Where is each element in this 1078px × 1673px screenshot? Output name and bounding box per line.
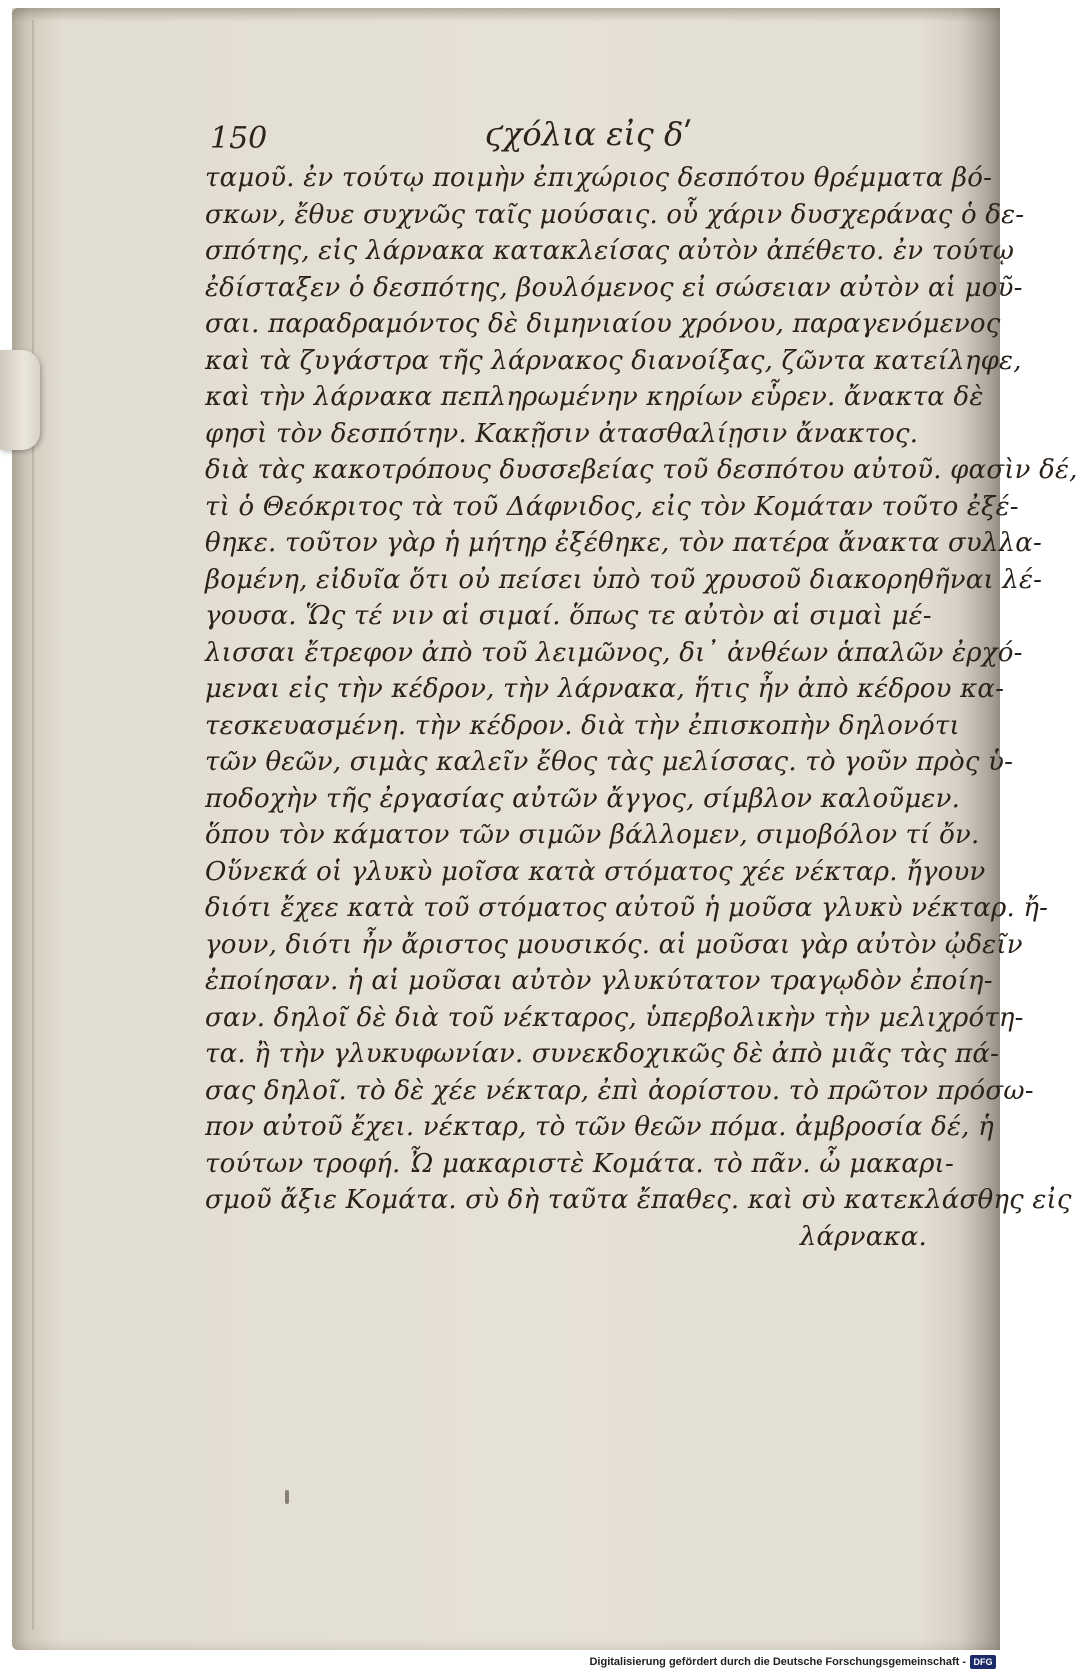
page-number: 150 (210, 121, 268, 156)
text-line: μεναι εἰς τὴν κέδρον, τὴν λάρνακα, ἥτις ἦν ἀπὸ κέδρου κα- (205, 674, 1005, 704)
text-line: φησὶ τὸν δεσπότην. Κακῇσιν ἀτασθαλίῃσιν ἄνακτος. (205, 418, 919, 449)
text-line: διότι ἔχεε κατὰ τοῦ στόματος αὐτοῦ ἡ μοῦσα γλυκὺ νέκταρ. ἤ- (205, 893, 1049, 923)
text-line: σμοῦ ἄξιε Κομάτα. σὺ δὴ ταῦτα ἔπαθες. καὶ σὺ κατεκλάσθης εἰς (205, 1185, 1072, 1215)
book-clasp (0, 350, 40, 450)
text-line: τούτων τροφή. Ὦ μακαριστὲ Κομάτα. τὸ πᾶν. ὦ μακαρι- (205, 1148, 954, 1179)
text-line: λισσαι ἔτρεφον ἀπὸ τοῦ λειμῶνος, δι᾽ ἀνθέων ἁπαλῶν ἐρχό- (205, 637, 1023, 668)
text-line: διὰ τὰς κακοτρόπους δυσσεβείας τοῦ δεσπότου αὐτοῦ. φασὶν δέ, (205, 455, 1078, 485)
text-line: ὅπου τὸν κάματον τῶν σιμῶν βάλλομεν, σιμοβόλον τί ὄν. (205, 820, 980, 850)
funding-credit: Digitalisierung gefördert durch die Deutsche Forschungsgemeinschaft - (589, 1656, 966, 1668)
text-line: πον αὐτοῦ ἔχει. νέκταρ, τὸ τῶν θεῶν πόμα. ἀμβροσία δέ, ἡ (205, 1112, 994, 1142)
text-line: γουσα. Ὥς τέ νιν αἱ σιμαί. ὅπως τε αὐτὸν αἱ σιμαὶ μέ- (205, 601, 932, 631)
page-top-shadow (12, 8, 1000, 22)
text-line: τὶ ὁ Θεόκριτος τὰ τοῦ Δάφνιδος, εἰς τὸν Κομάταν τοῦτο ἐξέ- (205, 491, 1019, 522)
digitization-footer (0, 1652, 1000, 1673)
dfg-logo-icon: DFG (970, 1655, 996, 1669)
text-line: καὶ τὴν λάρνακα πεπληρωμένην κηρίων εὗρεν. ἄνακτα δὲ (205, 382, 984, 412)
text-line: βομένη, εἰδυῖα ὅτι οὐ πείσει ὑπὸ τοῦ χρυσοῦ διακορηθῆναι λέ- (205, 564, 1043, 595)
text-line: ταμοῦ. ἐν τούτῳ ποιμὴν ἐπιχώριος δεσπότου θρέμματα βό- (205, 163, 993, 193)
text-line: τα. ἢ τὴν γλυκυφωνίαν. συνεκδοχικῶς δὲ ἀπὸ μιᾶς τὰς πά- (205, 1039, 1000, 1069)
text-line: τῶν θεῶν, σιμὰς καλεῖν ἔθος τὰς μελίσσας. τὸ γοῦν πρὸς ὑ- (205, 747, 1014, 777)
body-text (205, 160, 1078, 1255)
text-line: σπότης, εἰς λάρνακα κατακλείσας αὐτὸν ἀπέθετο. ἐν τούτῳ (205, 236, 1015, 266)
page-header (210, 115, 910, 165)
text-line: σαν. δηλοῖ δὲ διὰ τοῦ νέκταρος, ὑπερβολικὴν τὴν μελιχρότη- (205, 1002, 1024, 1033)
text-line: σκων, ἔθυε συχνῶς ταῖς μούσαις. οὗ χάριν δυσχεράνας ὁ δε- (205, 199, 1025, 230)
text-line: σαι. παραδραμόντος δὲ διμηνιαίου χρόνου, παραγενόμενος (205, 309, 1001, 339)
running-head: ϛχόλια εἰς δʹ (485, 115, 693, 153)
text-line: ἐποίησαν. ἡ αἱ μοῦσαι αὐτὸν γλυκύτατον τραγῳδὸν ἐποίη- (205, 966, 993, 996)
text-line: Οὕνεκά οἱ γλυκὺ μοῖσα κατὰ στόματος χέε νέκταρ. ἤγουν (205, 856, 986, 887)
text-line: λάρνακα. (799, 1221, 927, 1252)
text-line: σας δηλοῖ. τὸ δὲ χέε νέκταρ, ἐπὶ ἀορίστου. τὸ πρῶτον πρόσω- (205, 1075, 1034, 1106)
text-line: θηκε. τοῦτον γὰρ ἡ μήτηρ ἐξέθηκε, τὸν πατέρα ἄνακτα συλλα- (205, 528, 1042, 558)
text-line: καὶ τὰ ζυγάστρα τῆς λάρνακος διανοίξας, ζῶντα κατείληφε, (205, 345, 1022, 376)
page-gutter-edge (32, 20, 34, 1630)
text-line: ἐδίσταξεν ὁ δεσπότης, βουλόμενος εἰ σώσειαν αὐτὸν αἱ μοῦ- (205, 272, 1023, 303)
ink-mark (285, 1490, 289, 1504)
text-line: γουν, διότι ἦν ἄριστος μουσικός. αἱ μοῦσαι γὰρ αὐτὸν ᾠδεῖν (205, 929, 1023, 960)
text-line: ποδοχὴν τῆς ἐργασίας αὐτῶν ἄγγος, σίμβλον καλοῦμεν. (205, 783, 961, 814)
text-line: τεσκευασμένη. τὴν κέδρον. διὰ τὴν ἐπισκοπὴν δηλονότι (205, 710, 960, 741)
